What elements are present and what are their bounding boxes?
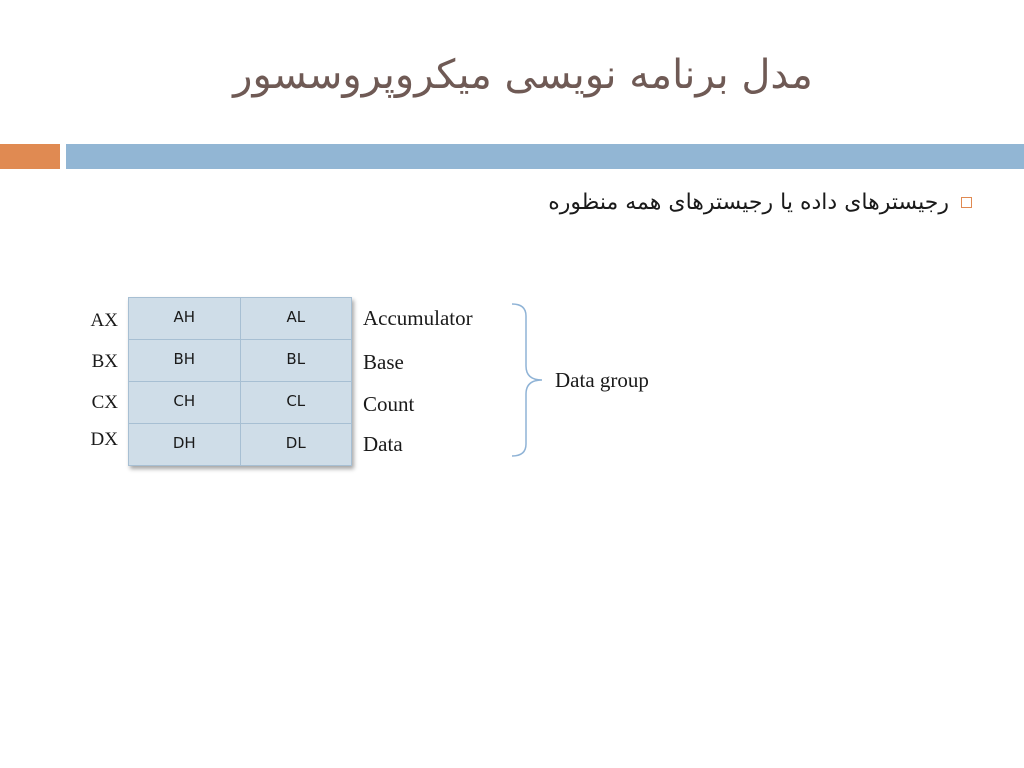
data-group-label: Data group	[555, 368, 649, 392]
table-row	[129, 382, 352, 424]
register-table	[128, 297, 352, 466]
register-role-accumulator: Accumulator	[363, 306, 473, 330]
register-role-base: Base	[363, 350, 404, 374]
register-name-bx: BX	[91, 351, 118, 372]
accent-bar-orange	[0, 144, 60, 169]
register-name-cx: CX	[91, 392, 118, 413]
slide-title: مدل برنامه نویسی میکروپروسسور	[233, 52, 813, 98]
table-row	[129, 340, 352, 382]
register-low-dl: DL	[240, 424, 352, 466]
right-brace-icon	[510, 302, 550, 462]
register-high-ah: AH	[129, 298, 241, 340]
register-high-ch: CH	[129, 382, 241, 424]
hollow-square-bullet-icon	[961, 197, 972, 208]
bullet-item	[548, 190, 972, 215]
register-low-bl: BL	[240, 340, 352, 382]
register-high-dh: DH	[129, 424, 241, 466]
register-role-count: Count	[363, 392, 415, 416]
register-role-data: Data	[363, 432, 403, 456]
register-low-al: AL	[240, 298, 352, 340]
register-high-bh: BH	[129, 340, 241, 382]
bullet-text: رجیسترهای داده یا رجیسترهای همه منظوره	[548, 190, 949, 215]
register-name-ax: AX	[90, 310, 118, 331]
accent-bar-blue	[66, 144, 1024, 169]
table-row	[129, 424, 352, 466]
register-low-cl: CL	[240, 382, 352, 424]
register-name-dx: DX	[90, 429, 118, 450]
table-row	[129, 298, 352, 340]
